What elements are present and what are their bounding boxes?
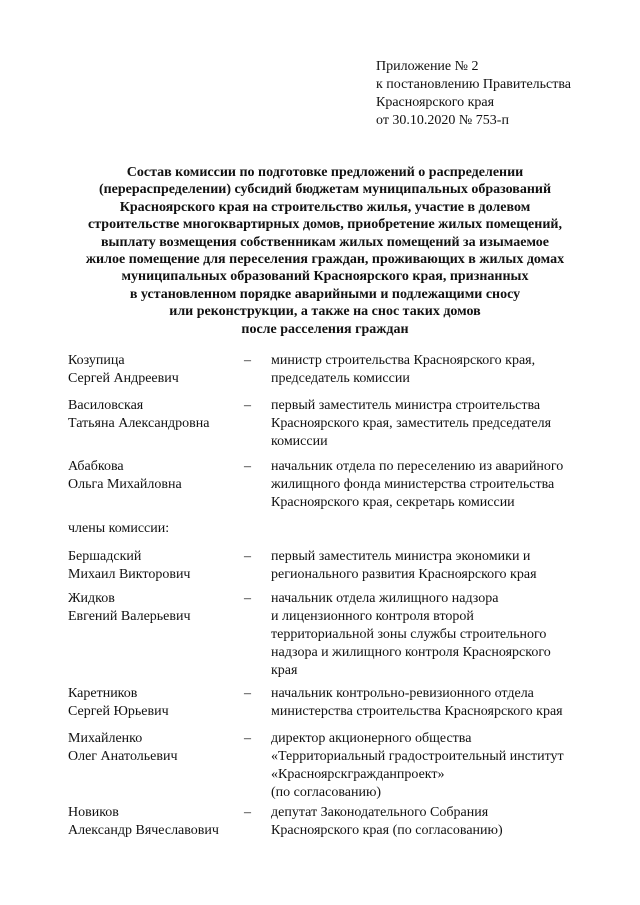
- role-line: Красноярского края, секретарь комиссии: [271, 495, 515, 510]
- role-line: комиссии: [271, 434, 328, 449]
- document-title: [60, 164, 590, 338]
- appendix-line: от 30.10.2020 № 753-п: [376, 113, 509, 128]
- role-line: (по согласованию): [271, 785, 382, 800]
- role-line: регионального развития Красноярского края: [271, 567, 537, 582]
- role-line: края: [271, 663, 298, 678]
- member-role: [271, 352, 611, 388]
- dash-separator: –: [244, 805, 251, 820]
- member-role: [271, 685, 611, 721]
- member-surname: Михайленко: [68, 731, 143, 746]
- role-line: первый заместитель министра экономики и: [271, 549, 531, 564]
- dash-separator: –: [244, 591, 251, 606]
- member-name: [68, 397, 238, 433]
- role-line: депутат Законодательного Собрания: [271, 805, 489, 820]
- member-role: [271, 397, 611, 451]
- member-given-names: Ольга Михайловна: [68, 477, 182, 492]
- member-given-names: Сергей Юрьевич: [68, 704, 169, 719]
- role-line: первый заместитель министра строительства: [271, 398, 541, 413]
- role-line: «Территориальный градостроительный институт: [271, 749, 564, 764]
- appendix-header: [376, 58, 571, 130]
- title-line: или реконструкции, а также на снос таких домов: [169, 304, 481, 320]
- member-name: [68, 458, 238, 494]
- member-given-names: Татьяна Александровна: [68, 416, 210, 431]
- member-role: [271, 590, 611, 680]
- title-line: в установленном порядке аварийными и подлежащими сносу: [129, 286, 521, 302]
- title-line: Красноярского края на строительство жилья, участие в долевом: [119, 199, 531, 215]
- member-role: [271, 458, 611, 512]
- member-surname: Василовская: [68, 398, 144, 413]
- title-line: после расселения граждан: [241, 321, 409, 337]
- member-given-names: Евгений Валерьевич: [68, 609, 191, 624]
- member-given-names: Михаил Викторович: [68, 567, 191, 582]
- dash-separator: –: [244, 686, 251, 701]
- title-line: Состав комиссии по подготовке предложений о распределении: [126, 165, 524, 180]
- role-line: начальник отдела жилищного надзора: [271, 591, 499, 606]
- role-line: министр строительства Красноярского края,: [271, 353, 536, 368]
- role-line: председатель комиссии: [271, 371, 410, 386]
- member-role: [271, 730, 611, 802]
- title-line: муниципальных образований Красноярского края, признанных: [121, 269, 529, 285]
- member-role: [271, 804, 611, 840]
- member-name: [68, 548, 238, 584]
- member-surname: Новиков: [68, 805, 119, 820]
- member-given-names: Сергей Андреевич: [68, 371, 179, 386]
- member-surname: Бершадский: [68, 549, 142, 564]
- appendix-line: Приложение № 2: [376, 59, 479, 74]
- dash-separator: –: [244, 549, 251, 564]
- member-surname: Козупица: [68, 353, 125, 368]
- member-surname: Каретников: [68, 686, 138, 701]
- member-given-names: Александр Вячеславович: [68, 823, 219, 838]
- member-name: [68, 730, 238, 766]
- member-role: [271, 548, 611, 584]
- member-name: [68, 590, 238, 626]
- member-name: [68, 352, 238, 388]
- title-line: жилое помещение для переселения граждан, проживающих в жилых домах: [85, 252, 565, 268]
- role-line: начальник отдела по переселению из аварийного: [271, 459, 564, 474]
- dash-separator: –: [244, 398, 251, 413]
- role-line: жилищного фонда министерства строительства: [271, 477, 555, 492]
- role-line: территориальной зоны службы строительного: [271, 627, 547, 642]
- member-name: [68, 685, 238, 721]
- appendix-line: к постановлению Правительства: [376, 77, 572, 92]
- role-line: надзора и жилищного контроля Красноярского: [271, 645, 551, 660]
- title-line: строительстве многоквартирных домов, приобретение жилых помещений,: [88, 217, 562, 233]
- title-line: выплату возмещения собственникам жилых помещений за изымаемое: [100, 234, 550, 250]
- role-line: Красноярского края, заместитель председателя: [271, 416, 552, 431]
- role-line: начальник контрольно-ревизионного отдела: [271, 686, 534, 701]
- role-line: и лицензионного контроля второй: [271, 609, 474, 624]
- member-given-names: Олег Анатольевич: [68, 749, 178, 764]
- role-line: министерства строительства Красноярского края: [271, 704, 563, 719]
- role-line: Красноярского края (по согласованию): [271, 823, 503, 838]
- member-name: [68, 804, 238, 840]
- dash-separator: –: [244, 353, 251, 368]
- members-label: члены комиссии:: [68, 521, 170, 536]
- role-line: директор акционерного общества: [271, 731, 472, 746]
- appendix-line: Красноярского края: [376, 95, 495, 110]
- title-line: (перераспределении) субсидий бюджетам муниципальных образований: [98, 182, 552, 198]
- dash-separator: –: [244, 459, 251, 474]
- member-surname: Жидков: [68, 591, 115, 606]
- role-line: «Красноярскгражданпроект»: [271, 767, 445, 782]
- member-surname: Абабкова: [68, 459, 124, 474]
- dash-separator: –: [244, 731, 251, 746]
